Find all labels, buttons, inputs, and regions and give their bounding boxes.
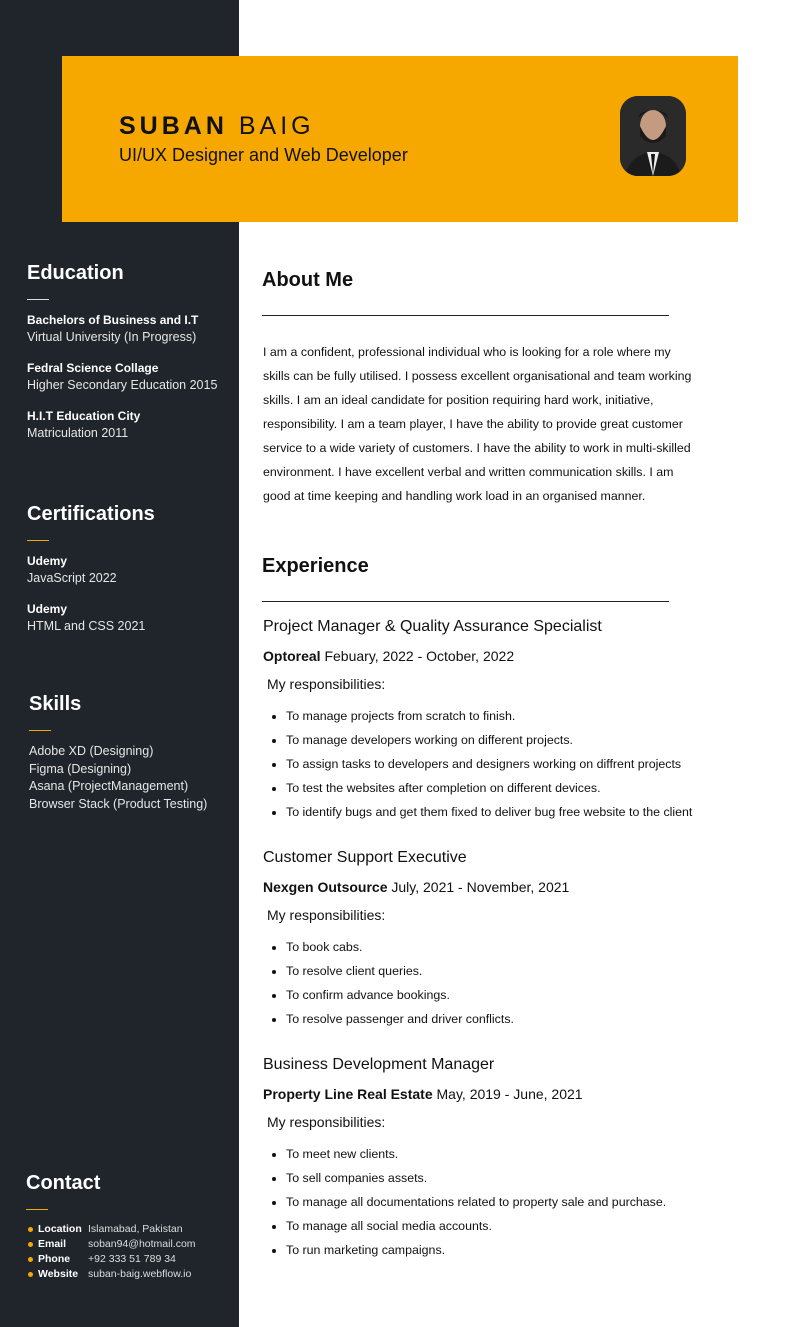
responsibility-item: • To run marketing campaigns. bbox=[286, 1238, 733, 1262]
divider bbox=[27, 299, 49, 300]
education-item bbox=[27, 360, 217, 394]
skills-section bbox=[29, 693, 207, 813]
divider bbox=[26, 1209, 48, 1210]
responsibility-item: • To book cabs. bbox=[286, 935, 733, 959]
contact-label: Website bbox=[38, 1268, 79, 1280]
skill-item: Asana (ProjectManagement) bbox=[29, 779, 189, 793]
bullet-icon bbox=[28, 1257, 33, 1262]
company-name: Optoreal bbox=[263, 648, 321, 664]
contact-row bbox=[26, 1252, 196, 1267]
contact-section bbox=[26, 1172, 196, 1282]
certifications-title: Certifications bbox=[27, 503, 155, 525]
certifications-item bbox=[27, 601, 155, 635]
avatar bbox=[620, 96, 686, 176]
item-subtitle: Virtual University (In Progress) bbox=[27, 330, 197, 344]
job-role: UI/UX Designer and Web Developer bbox=[119, 145, 408, 165]
item-title: Bachelors of Business and I.T bbox=[27, 313, 199, 327]
divider bbox=[262, 315, 669, 316]
full-name bbox=[119, 112, 315, 141]
contact-label: Location bbox=[38, 1223, 82, 1235]
experience-title: Experience bbox=[262, 555, 369, 577]
first-name: SUBAN bbox=[119, 112, 228, 140]
certifications-section bbox=[27, 503, 155, 649]
divider bbox=[29, 730, 51, 731]
responsibilities-label: My responsibilities: bbox=[267, 907, 386, 923]
item-subtitle: Higher Secondary Education 2015 bbox=[27, 378, 218, 392]
job-entry bbox=[263, 618, 733, 824]
divider bbox=[262, 601, 669, 602]
item-subtitle: JavaScript 2022 bbox=[27, 571, 117, 585]
contact-row bbox=[26, 1267, 196, 1282]
contact-value: Islamabad, Pakistan bbox=[88, 1223, 183, 1235]
responsibility-item: • To sell companies assets. bbox=[286, 1166, 733, 1190]
responsibilities-label: My responsibilities: bbox=[267, 676, 386, 692]
job-entry bbox=[263, 1056, 733, 1262]
education-item bbox=[27, 312, 217, 346]
contact-title: Contact bbox=[26, 1172, 101, 1194]
job-company-line bbox=[263, 879, 733, 895]
responsibility-item: • To manage developers working on different projects. bbox=[286, 728, 733, 752]
job-title: Customer Support Executive bbox=[263, 849, 467, 866]
item-subtitle: Matriculation 2011 bbox=[27, 426, 129, 440]
responsibility-item: • To resolve client queries. bbox=[286, 959, 733, 983]
responsibility-item: • To test the websites after completion on different devices. bbox=[286, 776, 733, 800]
item-title: Udemy bbox=[27, 602, 68, 616]
skill-item: Browser Stack (Product Testing) bbox=[29, 796, 208, 811]
last-name: BAIG bbox=[238, 112, 315, 140]
contact-value: soban94@hotmail.com bbox=[88, 1238, 196, 1250]
company-name: Nexgen Outsource bbox=[263, 879, 388, 895]
responsibility-item: • To meet new clients. bbox=[286, 1142, 733, 1166]
job-dates: July, 2021 - November, 2021 bbox=[387, 879, 570, 895]
bullet-icon bbox=[28, 1272, 33, 1277]
about-title: About Me bbox=[262, 269, 354, 291]
responsibilities-list bbox=[286, 935, 733, 1031]
responsibilities-label: My responsibilities: bbox=[267, 1114, 386, 1130]
divider bbox=[27, 540, 49, 541]
contact-value: suban-baig.webflow.io bbox=[88, 1268, 192, 1280]
education-section bbox=[27, 262, 217, 456]
contact-label: Email bbox=[38, 1238, 67, 1250]
contact-row bbox=[26, 1237, 196, 1252]
education-item bbox=[27, 408, 217, 442]
skills-title: Skills bbox=[29, 693, 82, 715]
responsibility-item: • To identify bugs and get them fixed to deliver bug free website to the client bbox=[286, 800, 733, 824]
skill-item: Adobe XD (Designing) bbox=[29, 744, 154, 758]
job-dates: Febuary, 2022 - October, 2022 bbox=[320, 648, 515, 664]
about-text: I am a confident, professional individual who is looking for a role where my skills can be fully utilised. I possess excellent organisational and team working skills. I am an ideal candidate for position requiring hard work, initiative, responsibility. I am a team player, I have the ability to provide great customer service to a wide variety of customers. I have the ability to work in multi-skilled environment. I have excellent verbal and written communication skills. I am good at time keeping and handling work load in an organised manner. bbox=[263, 345, 692, 503]
responsibility-item: • To manage all documentations related to property sale and purchase. bbox=[286, 1190, 733, 1214]
responsibility-item: • To manage all social media accounts. bbox=[286, 1214, 733, 1238]
job-company-line bbox=[263, 648, 733, 664]
responsibilities-list bbox=[286, 1142, 733, 1262]
item-title: H.I.T Education City bbox=[27, 409, 141, 423]
certifications-item bbox=[27, 553, 155, 587]
responsibility-item: • To manage projects from scratch to finish. bbox=[286, 704, 733, 728]
job-entry bbox=[263, 849, 733, 1031]
job-dates: May, 2019 - June, 2021 bbox=[432, 1086, 583, 1102]
contact-label: Phone bbox=[38, 1253, 71, 1265]
bullet-icon bbox=[28, 1242, 33, 1247]
item-subtitle: HTML and CSS 2021 bbox=[27, 619, 146, 633]
bullet-icon bbox=[28, 1227, 33, 1232]
job-title: Business Development Manager bbox=[263, 1056, 495, 1073]
job-company-line bbox=[263, 1086, 733, 1102]
item-title: Fedral Science Collage bbox=[27, 361, 159, 375]
responsibility-item: • To assign tasks to developers and designers working on diffrent projects bbox=[286, 752, 733, 776]
responsibility-item: • To confirm advance bookings. bbox=[286, 983, 733, 1007]
job-title: Project Manager & Quality Assurance Specialist bbox=[263, 618, 602, 635]
responsibilities-list bbox=[286, 704, 733, 824]
item-title: Udemy bbox=[27, 554, 68, 568]
contact-row bbox=[26, 1222, 196, 1237]
header-banner bbox=[62, 56, 738, 222]
company-name: Property Line Real Estate bbox=[263, 1086, 433, 1102]
skill-item: Figma (Designing) bbox=[29, 761, 132, 776]
education-title: Education bbox=[27, 262, 124, 284]
contact-value: +92 333 51 789 34 bbox=[88, 1253, 176, 1265]
responsibility-item: • To resolve passenger and driver conflicts. bbox=[286, 1007, 733, 1031]
